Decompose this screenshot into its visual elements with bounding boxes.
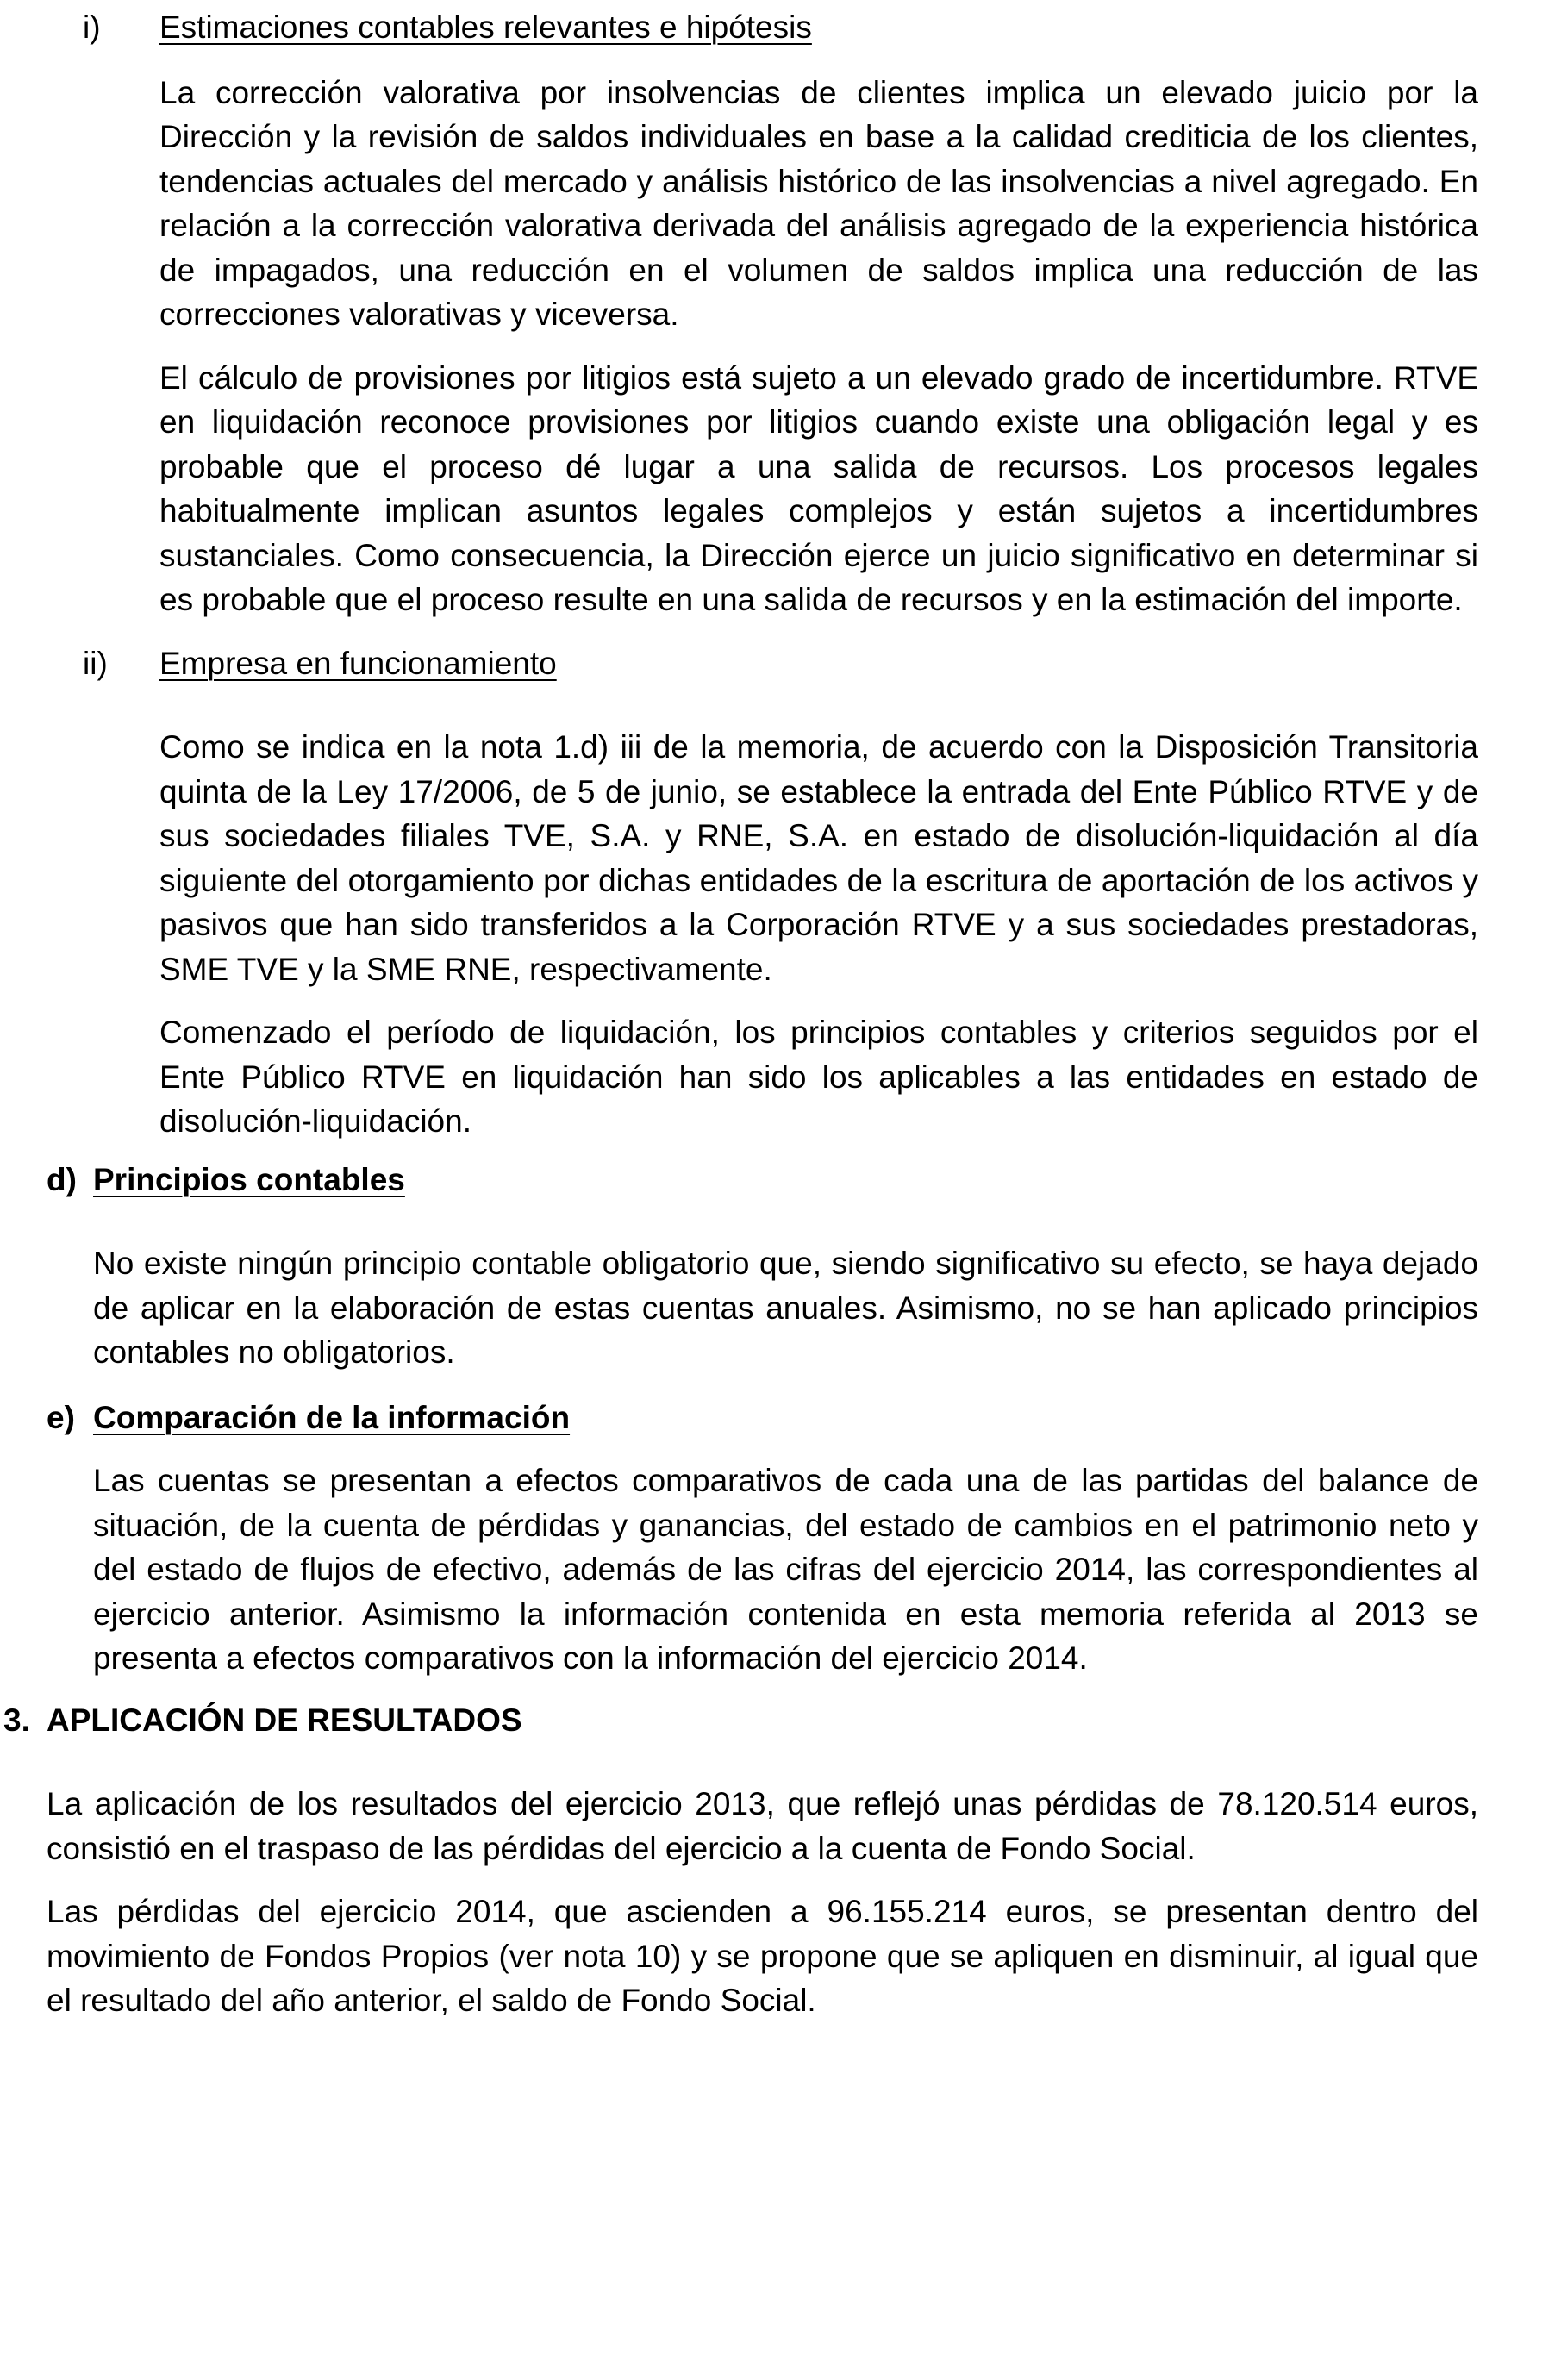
heading-title: APLICACIÓN DE RESULTADOS: [47, 1702, 522, 1738]
heading-title: Principios contables: [93, 1161, 405, 1197]
heading-comparacion: [0, 1396, 1555, 1440]
heading-empresa-funcionamiento: [0, 641, 1555, 686]
paragraph-liquidacion: Comenzado el período de liquidación, los principios contables y criterios seguidos por el Ente Público RTVE en liquidación han sido los aplicables a las entidades en estado de disolución-liquidación.: [159, 1015, 1478, 1139]
heading-title: Empresa en funcionamiento: [159, 645, 557, 681]
paragraph-litigios: El cálculo de provisiones por litigios está sujeto a un elevado grado de incertidumbre. RTVE en liquidación reconoce provisiones por litigios cuando existe una obligación legal y es probable que el proceso dé lugar a una salida de recursos. Los procesos legales habitualmente implican asuntos legales complejos y están sujetos a incertidumbres sustanciales. Como consecuencia, la Dirección ejerce un juicio significativo en determinar si es probable que el proceso resulte en una salida de recursos y en la estimación del importe.: [159, 359, 1478, 617]
paragraph-resultados-2013: La aplicación de los resultados del ejercicio 2013, que reflejó unas pérdidas de 78.120.514 euros, consistió en el traspaso de las pérdidas del ejercicio a la cuenta de Fondo Social.: [47, 1786, 1478, 1866]
heading-number: 3.: [3, 1702, 30, 1738]
paragraph-principios: No existe ningún principio contable obligatorio que, siendo significativo su efecto, se haya dejado de aplicar en la elaboración de estas cuentas anuales. Asimismo, no se han aplicado principios contables no obligatorios.: [93, 1246, 1478, 1370]
heading-estimaciones: [0, 5, 1555, 50]
heading-number: i): [83, 9, 101, 45]
heading-title: Estimaciones contables relevantes e hipótesis: [159, 9, 812, 45]
heading-number: ii): [83, 645, 108, 681]
paragraph-resultados-2014: Las pérdidas del ejercicio 2014, que ascienden a 96.155.214 euros, se presentan dentro del movimiento de Fondos Propios (ver nota 10) y se propone que se apliquen en disminuir, al igual que el resultado del año anterior, el saldo de Fondo Social.: [47, 1894, 1478, 2018]
heading-aplicacion-resultados: [0, 1698, 1555, 1743]
heading-principios-contables: [0, 1158, 1555, 1202]
heading-title: Comparación de la información: [93, 1399, 571, 1435]
heading-number: d): [47, 1161, 77, 1197]
paragraph-disolucion: Como se indica en la nota 1.d) iii de la memoria, de acuerdo con la Disposición Transitoria quinta de la Ley 17/2006, de 5 de junio, se establece la entrada del Ente Público RTVE y de sus sociedades filiales TVE, S.A. y RNE, S.A. en estado de disolución-liquidación al día siguiente del otorgamiento por dichas entidades de la escritura de aportación de los activos y pasivos que han sido transferidos a la Corporación RTVE y a sus sociedades prestadoras, SME TVE y la SME RNE, respectivamente.: [159, 729, 1478, 987]
paragraph-comparacion: Las cuentas se presentan a efectos comparativos de cada una de las partidas del balance de situación, de la cuenta de pérdidas y ganancias, del estado de cambios en el patrimonio neto y del estado de flujos de efectivo, además de las cifras del ejercicio 2014, las correspondientes al ejercicio anterior. Asimismo la información contenida en esta memoria referida al 2013 se presenta a efectos comparativos con la información del ejercicio 2014.: [93, 1463, 1478, 1676]
paragraph-insolvencias: La corrección valorativa por insolvencias de clientes implica un elevado juicio por la Dirección y la revisión de saldos individuales en base a la calidad crediticia de los clientes, tendencias actuales del mercado y análisis histórico de las insolvencias a nivel agregado. En relación a la corrección valorativa derivada del análisis agregado de la experiencia histórica de impagados, una reducción en el volumen de saldos implica una reducción de las correcciones valorativas y viceversa.: [159, 74, 1478, 332]
heading-number: e): [47, 1399, 75, 1435]
